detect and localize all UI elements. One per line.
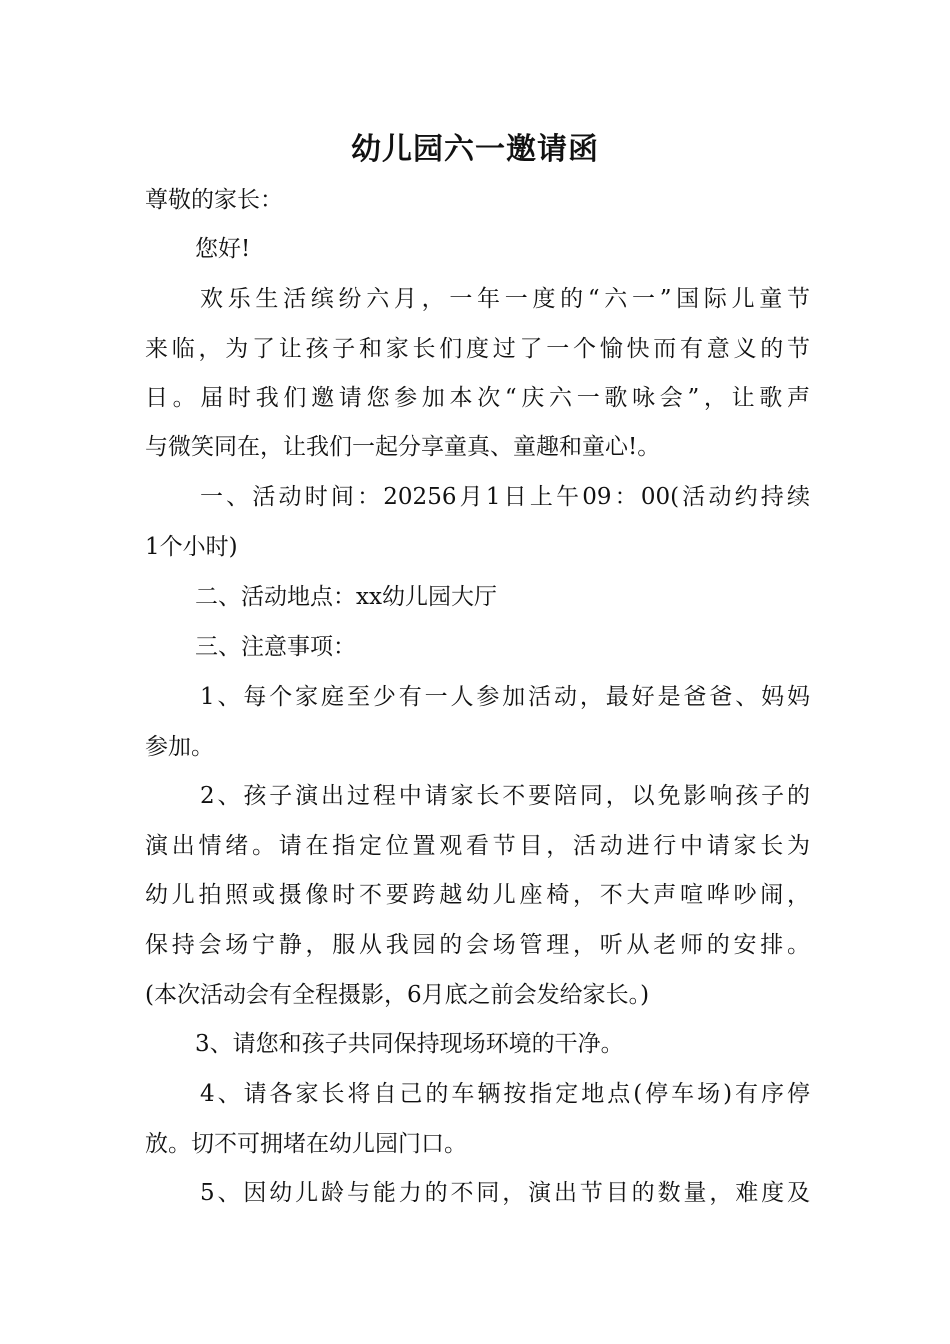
document-title: 幼儿园六一邀请函 xyxy=(351,132,599,167)
note-item-line: (本次活动会有全程摄影，6月底之前会发给家长。) xyxy=(145,982,650,1008)
activity-time-line: 一、活动时间：20256月1日上午09：00(活动约持续 xyxy=(200,484,810,510)
activity-location-line: 二、活动地点：xx幼儿园大厅 xyxy=(195,584,497,610)
note-item-line: 4、请各家长将自己的车辆按指定地点(停车场)有序停 xyxy=(200,1081,810,1107)
notes-heading: 三、注意事项： xyxy=(195,634,356,660)
greeting: 您好! xyxy=(195,236,251,262)
note-item-line: 演出情绪。请在指定位置观看节目，活动进行中请家长为 xyxy=(145,833,810,859)
note-item-line: 参加。 xyxy=(145,734,214,760)
paragraph-line: 日。届时我们邀请您参加本次“庆六一歌咏会”，让歌声 xyxy=(145,385,810,411)
salutation: 尊敬的家长： xyxy=(145,187,283,213)
note-item-line: 5、因幼儿龄与能力的不同，演出节目的数量，难度及 xyxy=(200,1180,810,1206)
note-item-line: 保持会场宁静，服从我园的会场管理，听从老师的安排。 xyxy=(145,932,810,958)
paragraph-line: 来临，为了让孩子和家长们度过了一个愉快而有意义的节 xyxy=(145,336,810,362)
note-item-line: 1、每个家庭至少有一人参加活动，最好是爸爸、妈妈 xyxy=(200,684,810,710)
note-item-line: 3、请您和孩子共同保持现场环境的干净。 xyxy=(195,1031,624,1057)
note-item-line: 放。切不可拥堵在幼儿园门口。 xyxy=(145,1131,467,1157)
note-item-line: 幼儿拍照或摄像时不要跨越幼儿座椅，不大声喧哗吵闹， xyxy=(145,882,810,908)
paragraph-line: 欢乐生活缤纷六月，一年一度的“六一”国际儿童节 xyxy=(200,286,810,312)
activity-time-line: 1个小时) xyxy=(145,534,238,560)
paragraph-line: 与微笑同在，让我们一起分享童真、童趣和童心!。 xyxy=(145,434,661,460)
note-item-line: 2、孩子演出过程中请家长不要陪同，以免影响孩子的 xyxy=(200,783,810,809)
